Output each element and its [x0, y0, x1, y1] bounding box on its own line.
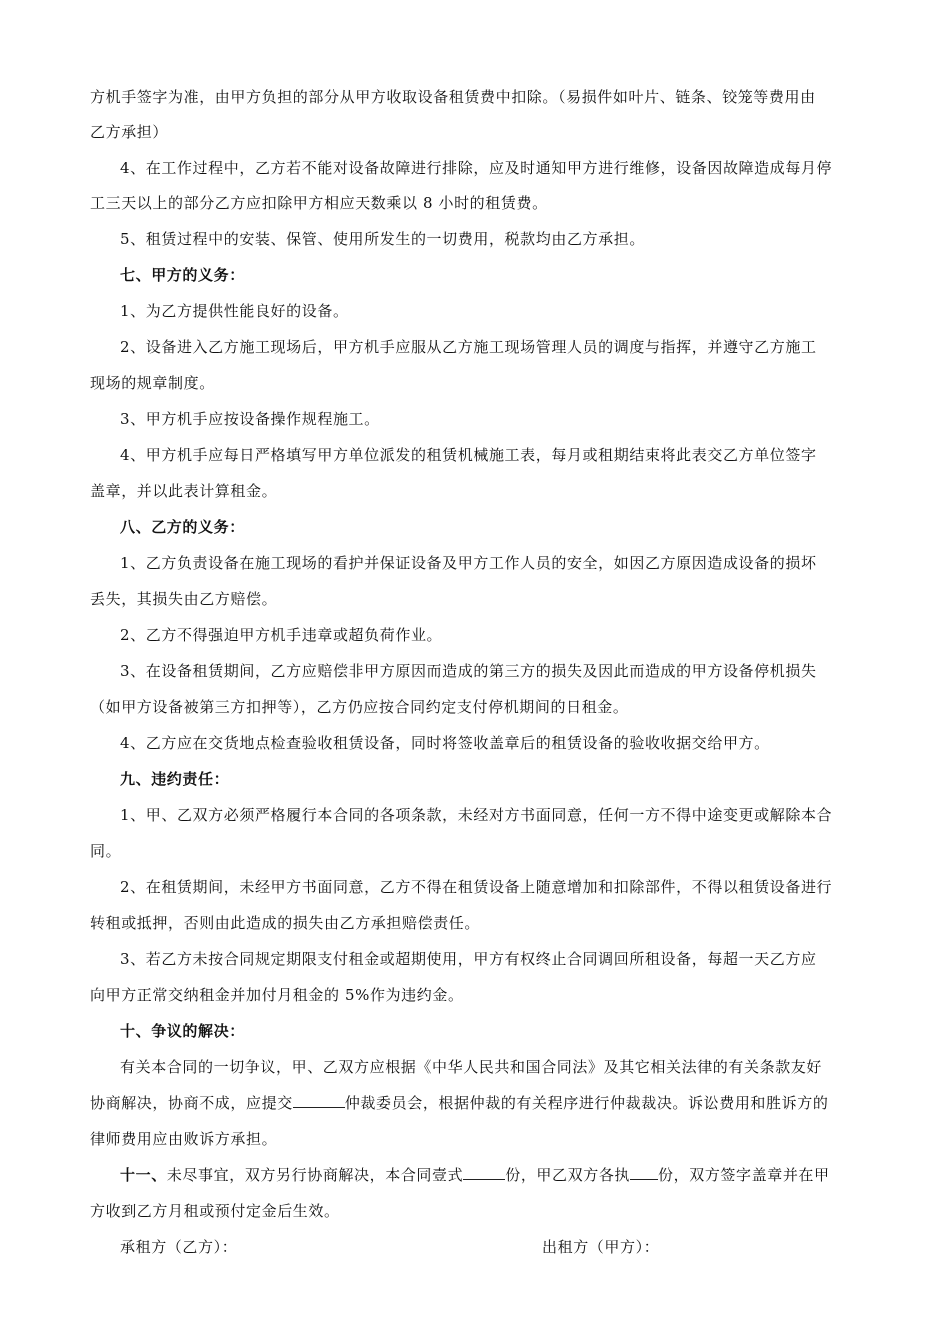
clause-8-1: 1、乙方负责设备在施工现场的看护并保证设备及甲方工作人员的安全，如因乙方原因造成设备的损坏: [120, 554, 817, 572]
section-heading-11: 十一、: [120, 1166, 167, 1184]
clause-10-text-before-blank: 协商解决，协商不成，应提交: [90, 1094, 293, 1112]
clause-8-2: 2、乙方不得强迫甲方机手违章或超负荷作业。: [120, 626, 443, 644]
clause-6-5: 5、租赁过程中的安装、保管、使用所发生的一切费用，税款均由乙方承担。: [120, 230, 645, 248]
clause-7-2-cont: 现场的规章制度。: [90, 374, 215, 392]
clause-10-text-cont: [90, 1092, 865, 1114]
clause-9-2-cont: 转租或抵押，否则由此造成的损失由乙方承担赔偿责任。: [90, 914, 481, 932]
clause-11: [90, 1164, 895, 1186]
clause-11-text-b: 份，甲乙双方各执: [505, 1166, 631, 1184]
lessee-signature-label: 承租方（乙方）：: [120, 1238, 238, 1256]
clause-8-3-cont: （如甲方设备被第三方扣押等），乙方仍应按合同约定支付停机期间的日租金。: [90, 698, 629, 716]
lessor-signature-label: 出租方（甲方）：: [542, 1238, 660, 1256]
clause-6-3-continued-end: 乙方承担）: [90, 123, 169, 141]
clause-7-4: 4、甲方机手应每日严格填写甲方单位派发的租赁机械施工表，每月或租期结束将此表交乙方单位签字: [120, 446, 817, 464]
arbitration-committee-blank[interactable]: [293, 1093, 345, 1108]
copies-total-blank[interactable]: [463, 1165, 505, 1180]
clause-9-1: 1、甲、乙双方必须严格履行本合同的各项条款，未经对方书面同意，任何一方不得中途变更或解除本合: [120, 806, 833, 824]
copies-each-blank[interactable]: [630, 1165, 658, 1180]
clause-9-2: 2、在租赁期间，未经甲方书面同意，乙方不得在租赁设备上随意增加和扣除部件，不得以租赁设备进行: [120, 878, 833, 896]
section-heading-8: 八、乙方的义务：: [120, 518, 245, 536]
clause-6-3-continued: 方机手签字为准，由甲方负担的部分从甲方收取设备租赁费中扣除。（易损件如叶片、链条、铰笼等费用由: [90, 88, 816, 106]
clause-9-3: 3、若乙方未按合同规定期限支付租金或超期使用，甲方有权终止合同调回所租设备，每超一天乙方应: [120, 950, 817, 968]
clause-7-2: 2、设备进入乙方施工现场后，甲方机手应服从乙方施工现场管理人员的调度与指挥，并遵守乙方施工: [120, 338, 817, 356]
clause-7-1: 1、为乙方提供性能良好的设备。: [120, 302, 349, 320]
clause-11-text-a: 未尽事宜，双方另行协商解决，本合同壹式: [166, 1166, 464, 1184]
clause-7-4-cont: 盖章，并以此表计算租金。: [90, 482, 278, 500]
clause-11-text-c: 份，双方签字盖章并在甲: [658, 1166, 830, 1184]
clause-10-text-after-blank: 仲裁委员会，根据仲裁的有关程序进行仲裁裁决。诉讼费用和胜诉方的: [344, 1094, 829, 1112]
section-heading-9: 九、违约责任：: [120, 770, 230, 788]
clause-9-3-cont: 向甲方正常交纳租金并加付月租金的 5%作为违约金。: [90, 986, 464, 1004]
clause-8-3: 3、在设备租赁期间，乙方应赔偿非甲方原因而造成的第三方的损失及因此而造成的甲方设备停机损失: [120, 662, 817, 680]
clause-11-cont: 方收到乙方月租或预付定金后生效。: [90, 1202, 340, 1220]
clause-6-4: 4、在工作过程中，乙方若不能对设备故障进行排除，应及时通知甲方进行维修，设备因故障造成每月停: [120, 159, 833, 177]
clause-8-1-cont: 丢失，其损失由乙方赔偿。: [90, 590, 278, 608]
section-heading-10: 十、争议的解决：: [120, 1022, 245, 1040]
clause-6-4-cont: 工三天以上的部分乙方应扣除甲方相应天数乘以 8 小时的租赁费。: [90, 194, 548, 212]
clause-10-text: 有关本合同的一切争议，甲、乙双方应根据《中华人民共和国合同法》及其它相关法律的有关条款友好: [120, 1058, 823, 1076]
clause-10-text-end: 律师费用应由败诉方承担。: [90, 1130, 278, 1148]
clause-8-4: 4、乙方应在交货地点检查验收租赁设备，同时将签收盖章后的租赁设备的验收收据交给甲方。: [120, 734, 770, 752]
section-heading-7: 七、甲方的义务：: [120, 266, 245, 284]
clause-9-1-cont: 同。: [90, 842, 122, 860]
clause-7-3: 3、甲方机手应按设备操作规程施工。: [120, 410, 380, 428]
